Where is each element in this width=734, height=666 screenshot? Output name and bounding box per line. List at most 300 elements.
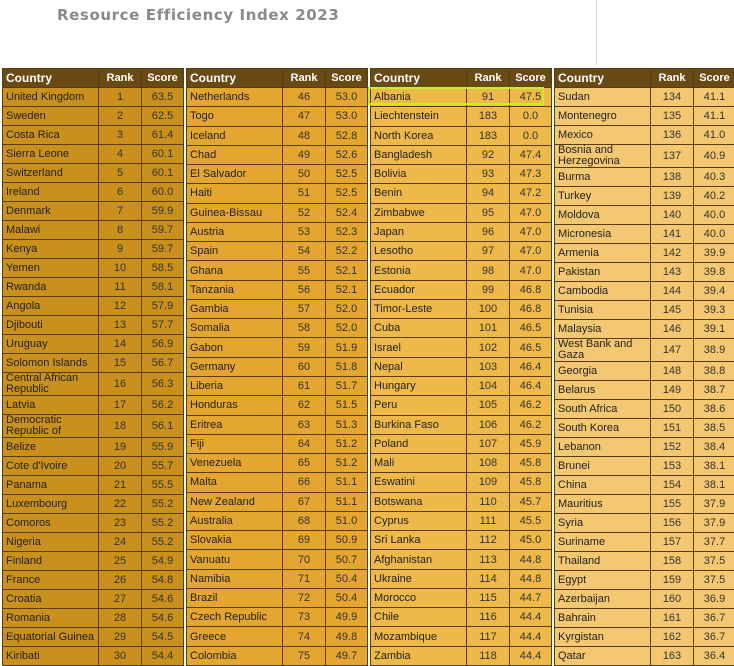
score-cell: 47.0 [510,242,552,261]
rank-cell: 109 [467,473,510,492]
table-row[interactable] [187,376,368,395]
country-cell: Vanuatu [187,550,283,569]
rank-cell: 151 [651,419,694,438]
score-cell: 47.5 [510,88,552,107]
table-row[interactable] [187,126,368,145]
table-row[interactable] [3,335,184,354]
table-row[interactable] [371,299,552,318]
table-row[interactable] [187,434,368,453]
table-row[interactable] [187,338,368,357]
table-row[interactable] [555,571,734,590]
table-row[interactable] [187,261,368,280]
country-cell: Peru [371,396,467,415]
table-row[interactable] [555,419,734,438]
table-header-row [3,69,184,88]
score-cell: 51.2 [326,434,368,453]
table-row[interactable] [371,646,552,665]
country-cell: Georgia [555,362,651,381]
rank-cell: 96 [467,222,510,241]
table-row[interactable] [555,187,734,206]
table-row[interactable] [187,608,368,627]
rank-cell: 137 [651,145,694,168]
table-row[interactable] [371,357,552,376]
score-cell: 55.7 [142,457,184,476]
table-row[interactable] [187,242,368,261]
table-row[interactable] [555,320,734,339]
table-row[interactable] [371,434,552,453]
score-cell: 56.9 [142,335,184,354]
table-row[interactable] [187,88,368,107]
score-column-header[interactable]: Score [510,69,552,88]
rank-cell: 162 [651,628,694,647]
country-cell: Eritrea [187,415,283,434]
table-row[interactable] [555,400,734,419]
table-header-row [187,69,368,88]
country-cell: Spain [187,242,283,261]
rank-cell: 2 [99,107,142,126]
table-row[interactable] [555,107,734,126]
rank-cell: 30 [99,647,142,666]
table-row[interactable] [3,571,184,590]
table-row[interactable] [3,628,184,647]
country-cell: Syria [555,514,651,533]
score-cell: 39.9 [694,244,734,263]
table-row[interactable] [555,590,734,609]
table-row[interactable] [3,297,184,316]
country-cell: Chile [371,608,467,627]
country-cell: Turkey [555,187,651,206]
country-cell: Cuba [371,319,467,338]
table-row[interactable] [555,282,734,301]
rank-cell: 135 [651,107,694,126]
table-row[interactable] [3,457,184,476]
table-row[interactable] [187,646,368,665]
country-cell: Japan [371,222,467,241]
table-row[interactable] [371,338,552,357]
country-cell: Cambodia [555,282,651,301]
score-cell: 46.5 [510,338,552,357]
table-row[interactable] [371,569,552,588]
page-title: Resource Efficiency Index 2023 [57,6,339,24]
table-row[interactable] [555,339,734,362]
score-cell: 47.0 [510,203,552,222]
score-cell: 51.3 [326,415,368,434]
table-row[interactable] [371,165,552,184]
country-column-header[interactable]: Country [3,69,99,88]
country-cell: Qatar [555,647,651,666]
table-row[interactable] [371,242,552,261]
table-row[interactable] [371,222,552,241]
rank-cell: 47 [283,107,326,126]
table-row[interactable] [187,299,368,318]
table-row[interactable] [555,533,734,552]
table-row[interactable] [3,259,184,278]
score-cell: 40.0 [694,206,734,225]
table-row[interactable] [3,278,184,297]
table-row[interactable] [3,647,184,666]
country-cell: Netherlands [187,88,283,107]
rank-cell: 99 [467,280,510,299]
table-row[interactable] [371,376,552,395]
table-row[interactable] [371,627,552,646]
country-cell: Czech Republic [187,608,283,627]
score-cell: 50.9 [326,531,368,550]
table-row[interactable] [187,145,368,164]
table-row[interactable] [371,145,552,164]
table-row[interactable] [371,261,552,280]
country-column-header[interactable]: Country [555,69,651,88]
score-cell: 60.1 [142,164,184,183]
table-row[interactable] [3,552,184,571]
rank-cell: 11 [99,278,142,297]
table-row[interactable] [187,454,368,473]
table-row[interactable] [187,319,368,338]
country-cell: West Bank and Gaza [555,339,651,362]
rank-cell: 26 [99,571,142,590]
rank-cell: 111 [467,511,510,530]
table-row[interactable] [555,495,734,514]
rank-cell: 98 [467,261,510,280]
table-row[interactable] [3,438,184,457]
score-cell: 54.8 [142,571,184,590]
table-row[interactable] [187,203,368,222]
table-row[interactable] [371,184,552,203]
table-row[interactable] [555,225,734,244]
rank-cell: 25 [99,552,142,571]
rank-cell: 156 [651,514,694,533]
table-row[interactable] [187,396,368,415]
table-row[interactable] [555,301,734,320]
score-cell: 49.7 [326,646,368,665]
rank-cell: 93 [467,165,510,184]
country-cell: France [3,571,99,590]
table-row[interactable] [371,473,552,492]
table-row[interactable] [3,126,184,145]
score-cell: 36.7 [694,628,734,647]
rank-cell: 15 [99,354,142,373]
country-cell: Benin [371,184,467,203]
table-row[interactable] [555,126,734,145]
country-cell: Haiti [187,184,283,203]
rank-cell: 3 [99,126,142,145]
score-cell: 41.0 [694,126,734,145]
rank-cell: 23 [99,514,142,533]
country-cell: El Salvador [187,165,283,184]
rank-cell: 97 [467,242,510,261]
score-cell: 51.1 [326,492,368,511]
score-cell: 45.5 [510,511,552,530]
table-row[interactable] [187,415,368,434]
score-cell: 38.9 [694,339,734,362]
table-row[interactable] [3,609,184,628]
score-cell: 38.8 [694,362,734,381]
score-cell: 45.0 [510,531,552,550]
country-cell: China [555,476,651,495]
score-cell: 51.8 [326,357,368,376]
table-row[interactable] [3,221,184,240]
table-row[interactable] [187,107,368,126]
rank-column-header[interactable]: Rank [99,69,142,88]
table-row[interactable] [371,550,552,569]
table-row[interactable] [187,569,368,588]
country-cell: Australia [187,511,283,530]
score-cell: 45.8 [510,473,552,492]
table-row[interactable] [3,495,184,514]
rank-cell: 67 [283,492,326,511]
table-row[interactable] [555,206,734,225]
rank-cell: 140 [651,206,694,225]
score-cell: 37.9 [694,495,734,514]
table-row[interactable] [371,608,552,627]
country-cell: Kiribati [3,647,99,666]
rank-cell: 7 [99,202,142,221]
table-row[interactable] [555,647,734,666]
table-row[interactable] [371,531,552,550]
score-cell: 37.5 [694,552,734,571]
score-cell: 54.6 [142,590,184,609]
country-cell: Moldova [555,206,651,225]
table-row[interactable] [371,588,552,607]
country-cell: Afghanistan [371,550,467,569]
table-row[interactable] [555,145,734,168]
rank-cell: 28 [99,609,142,628]
country-cell: Honduras [187,396,283,415]
country-cell: Tanzania [187,280,283,299]
rank-cell: 114 [467,569,510,588]
score-cell: 52.6 [326,145,368,164]
country-cell: Namibia [187,569,283,588]
country-cell: Somalia [187,319,283,338]
country-cell: Nepal [371,357,467,376]
rank-column-header[interactable]: Rank [467,69,510,88]
table-row[interactable] [371,511,552,530]
table-row[interactable] [187,184,368,203]
country-cell: Liberia [187,376,283,395]
score-cell: 52.5 [326,165,368,184]
country-cell: South Korea [555,419,651,438]
ranking-table-4 [554,68,734,666]
score-cell: 52.1 [326,261,368,280]
table-row[interactable] [371,454,552,473]
table-row[interactable] [3,590,184,609]
table-row[interactable] [3,316,184,335]
rank-cell: 115 [467,588,510,607]
country-cell: Suriname [555,533,651,552]
rank-column-header[interactable]: Rank [283,69,326,88]
table-row[interactable] [187,531,368,550]
score-cell: 0.0 [510,126,552,145]
rank-cell: 95 [467,203,510,222]
table-row[interactable] [3,145,184,164]
country-cell: Kyrgistan [555,628,651,647]
table-row[interactable] [555,609,734,628]
table-row[interactable] [555,168,734,187]
rank-cell: 29 [99,628,142,647]
rank-cell: 52 [283,203,326,222]
table-row[interactable] [555,457,734,476]
score-cell: 38.7 [694,381,734,400]
country-cell: Rwanda [3,278,99,297]
table-row[interactable] [187,280,368,299]
table-row[interactable] [3,415,184,438]
country-cell: Switzerland [3,164,99,183]
country-cell: Ghana [187,261,283,280]
country-cell: Belize [3,438,99,457]
country-cell: Ireland [3,183,99,202]
table-row[interactable] [555,514,734,533]
rank-cell: 18 [99,415,142,438]
table-row[interactable] [187,492,368,511]
table-row[interactable] [555,362,734,381]
country-cell: Venezuela [187,454,283,473]
score-cell: 46.8 [510,299,552,318]
table-row[interactable] [371,492,552,511]
table-row[interactable] [3,373,184,396]
rank-cell: 118 [467,646,510,665]
score-column-header[interactable]: Score [142,69,184,88]
rank-cell: 113 [467,550,510,569]
table-row[interactable] [187,165,368,184]
table-row[interactable] [3,514,184,533]
score-cell: 59.9 [142,202,184,221]
country-cell: Nigeria [3,533,99,552]
score-cell: 52.5 [326,184,368,203]
table-row[interactable] [371,415,552,434]
rank-cell: 68 [283,511,326,530]
rank-cell: 104 [467,376,510,395]
table-row[interactable] [371,88,552,107]
table-row[interactable] [371,126,552,145]
country-cell: Angola [3,297,99,316]
table-row[interactable] [3,533,184,552]
country-cell: Egypt [555,571,651,590]
table-row[interactable] [187,550,368,569]
table-row[interactable] [371,280,552,299]
table-row[interactable] [3,183,184,202]
table-row[interactable] [555,244,734,263]
rank-cell: 59 [283,338,326,357]
table-header-row [555,69,734,88]
country-column-header[interactable]: Country [187,69,283,88]
country-cell: Mozambique [371,627,467,646]
score-cell: 58.5 [142,259,184,278]
score-cell: 54.5 [142,628,184,647]
rank-cell: 5 [99,164,142,183]
rank-cell: 75 [283,646,326,665]
table-row[interactable] [3,396,184,415]
score-cell: 51.7 [326,376,368,395]
country-cell: Costa Rica [3,126,99,145]
table-row[interactable] [3,88,184,107]
rank-cell: 49 [283,145,326,164]
score-cell: 54.9 [142,552,184,571]
score-cell: 50.4 [326,588,368,607]
rank-cell: 117 [467,627,510,646]
table-row[interactable] [187,511,368,530]
rank-cell: 4 [99,145,142,164]
rank-cell: 58 [283,319,326,338]
score-column-header[interactable]: Score [326,69,368,88]
score-cell: 37.5 [694,571,734,590]
table-row[interactable] [371,319,552,338]
score-column-header[interactable]: Score [694,69,734,88]
table-row[interactable] [187,473,368,492]
table-row[interactable] [555,263,734,282]
score-cell: 44.7 [510,588,552,607]
table-row[interactable] [555,438,734,457]
rank-cell: 183 [467,107,510,126]
table-row[interactable] [371,396,552,415]
table-row[interactable] [3,107,184,126]
ranking-tables [2,68,732,666]
score-cell: 36.9 [694,590,734,609]
table-row[interactable] [555,381,734,400]
rank-cell: 146 [651,320,694,339]
country-cell: Sudan [555,88,651,107]
rank-column-header[interactable]: Rank [651,69,694,88]
country-cell: Albania [371,88,467,107]
rank-cell: 100 [467,299,510,318]
country-column-header[interactable]: Country [371,69,467,88]
table-row[interactable] [187,357,368,376]
rank-cell: 54 [283,242,326,261]
country-cell: Poland [371,434,467,453]
score-cell: 39.3 [694,301,734,320]
country-cell: Fiji [187,434,283,453]
table-row[interactable] [187,588,368,607]
table-row[interactable] [555,476,734,495]
table-row[interactable] [3,240,184,259]
score-cell: 50.7 [326,550,368,569]
score-cell: 55.2 [142,514,184,533]
table-row[interactable] [555,552,734,571]
table-row[interactable] [3,354,184,373]
table-row[interactable] [3,476,184,495]
table-row[interactable] [371,203,552,222]
score-cell: 0.0 [510,107,552,126]
rank-cell: 20 [99,457,142,476]
score-cell: 46.2 [510,396,552,415]
rank-cell: 163 [651,647,694,666]
table-row[interactable] [555,628,734,647]
table-row[interactable] [187,222,368,241]
country-cell: Gabon [187,338,283,357]
rank-cell: 73 [283,608,326,627]
score-cell: 44.4 [510,608,552,627]
rank-cell: 9 [99,240,142,259]
table-row[interactable] [555,88,734,107]
score-cell: 54.6 [142,609,184,628]
rank-cell: 134 [651,88,694,107]
country-cell: Mauritius [555,495,651,514]
country-cell: Democratic Republic of [3,415,99,438]
table-row[interactable] [187,627,368,646]
table-header-row [371,69,552,88]
rank-cell: 17 [99,396,142,415]
rank-cell: 159 [651,571,694,590]
table-row[interactable] [371,107,552,126]
rank-cell: 12 [99,297,142,316]
rank-cell: 153 [651,457,694,476]
rank-cell: 62 [283,396,326,415]
table-row[interactable] [3,164,184,183]
country-cell: Greece [187,627,283,646]
rank-cell: 53 [283,222,326,241]
country-cell: Ecuador [371,280,467,299]
table-row[interactable] [3,202,184,221]
rank-cell: 147 [651,339,694,362]
rank-cell: 8 [99,221,142,240]
